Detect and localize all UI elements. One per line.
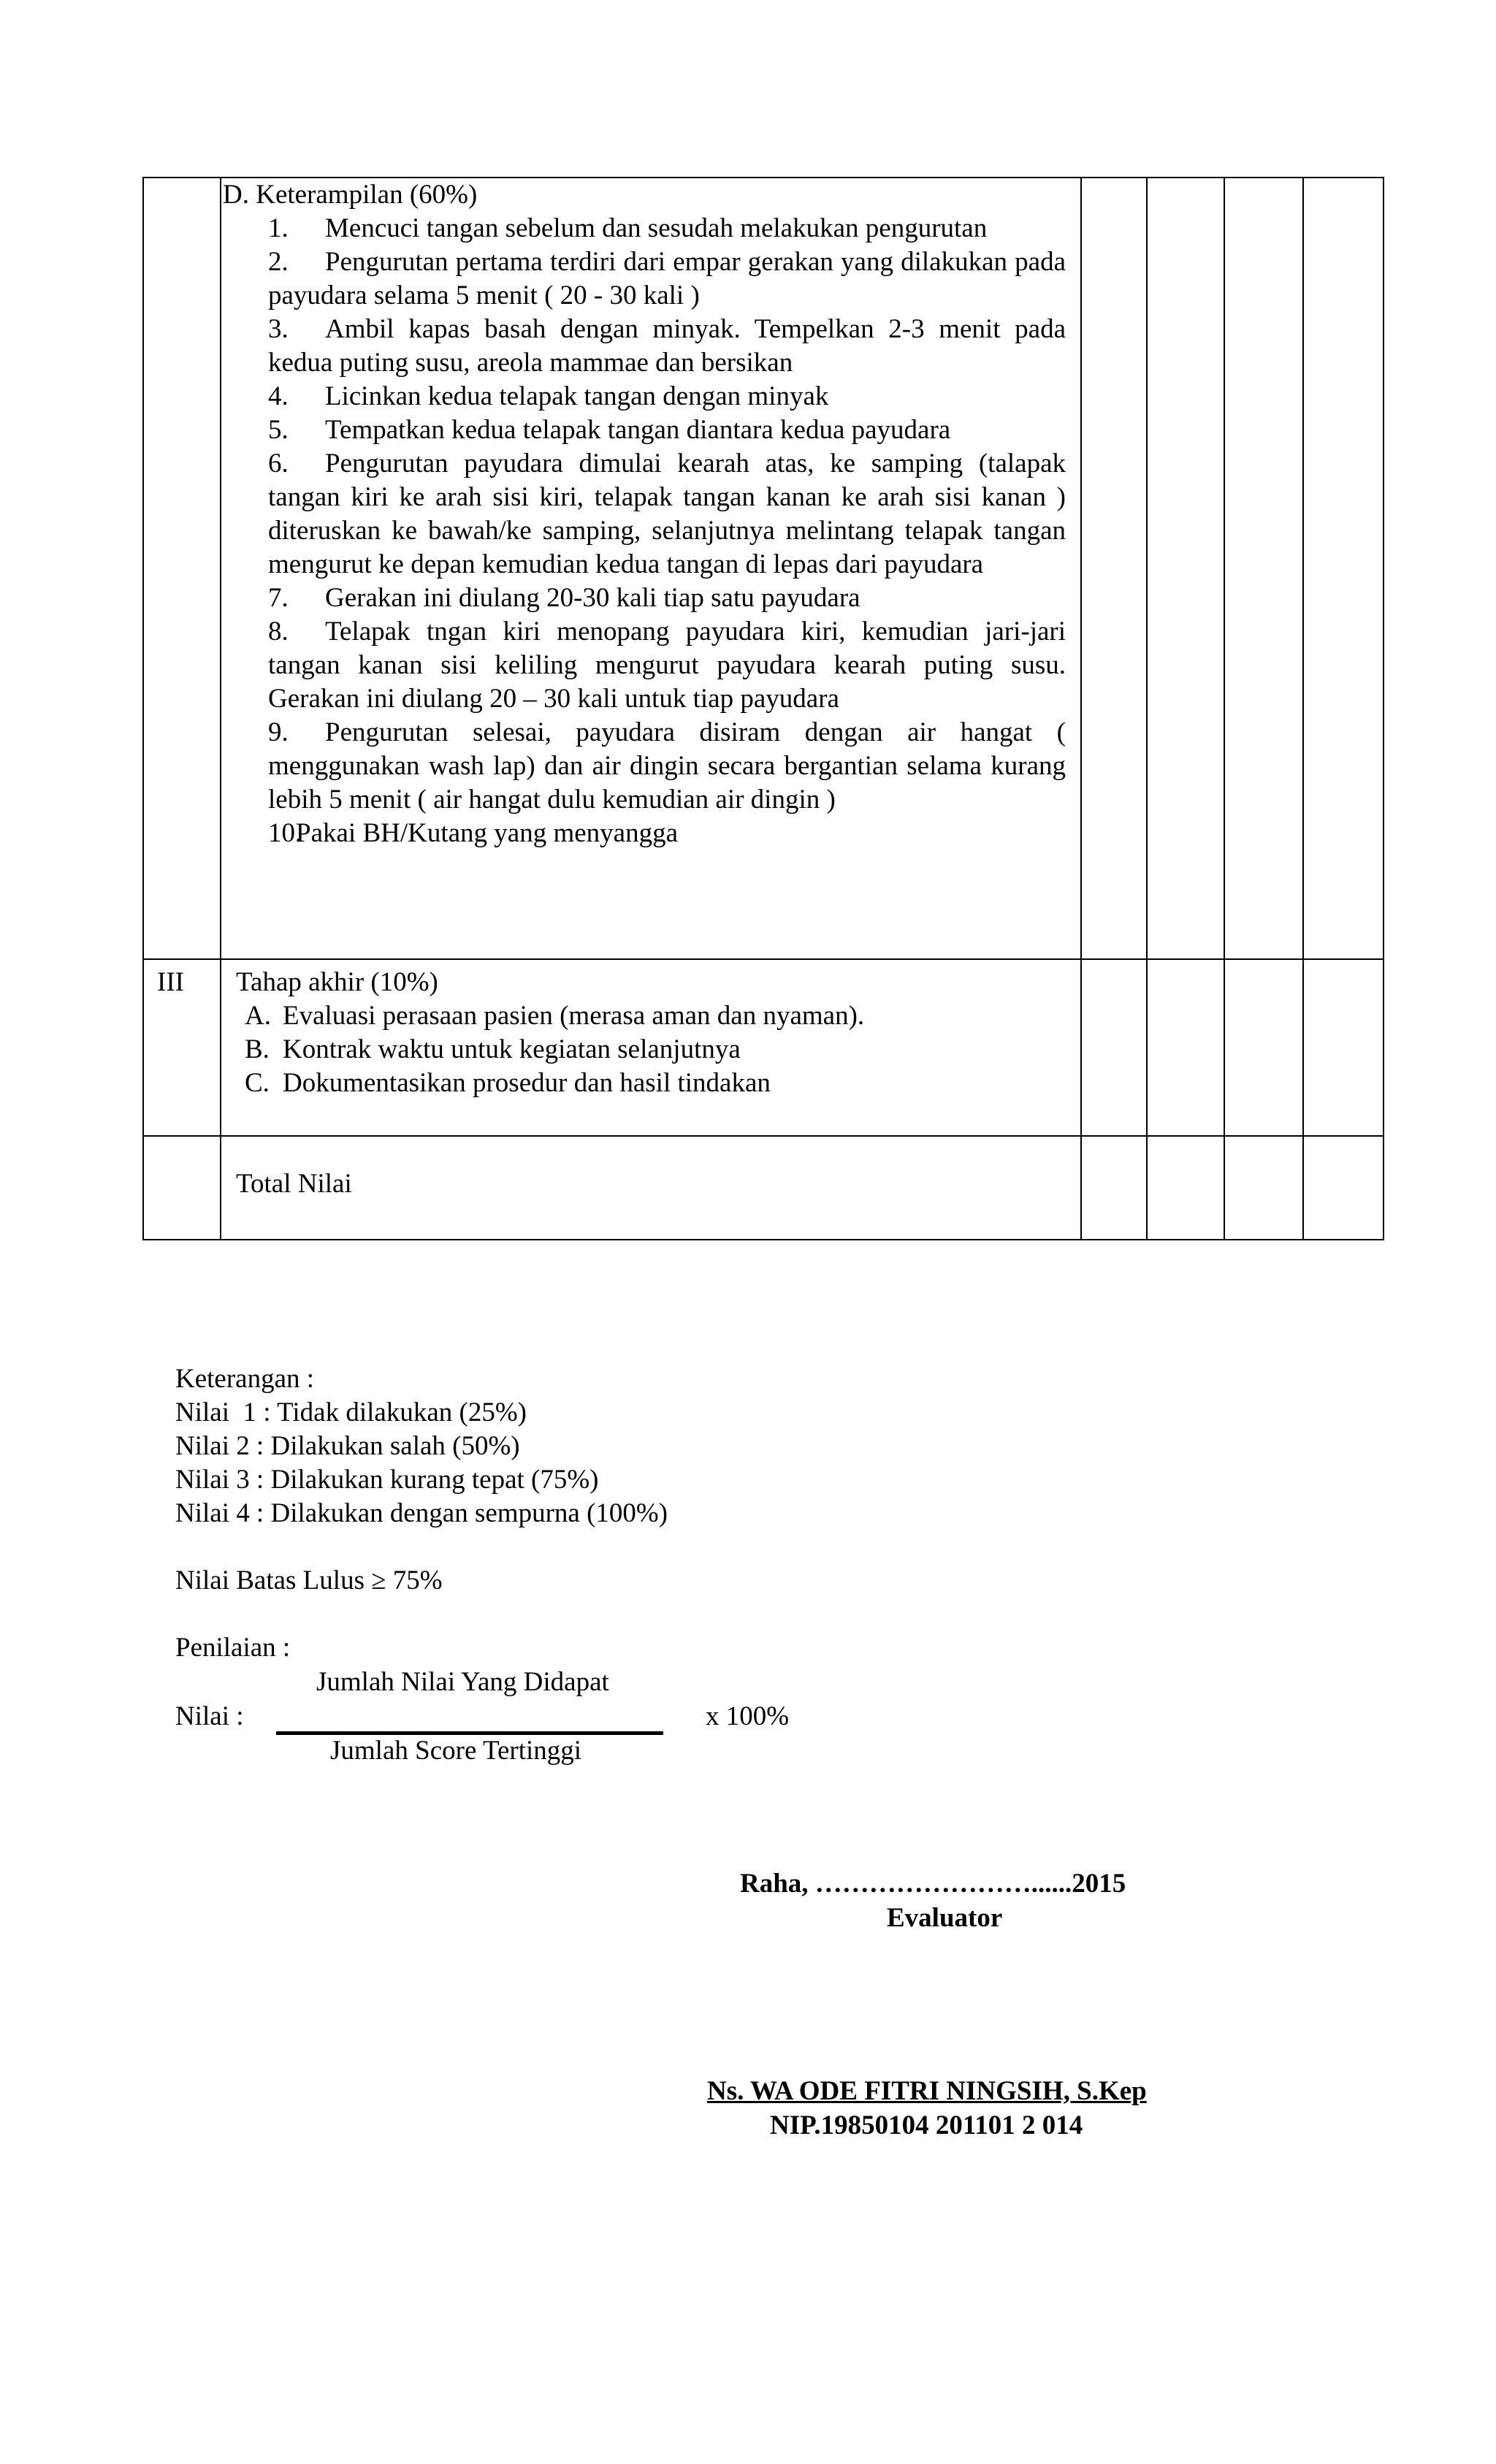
- item-number: 1.: [268, 213, 289, 243]
- notes-title: Keterangan :: [175, 1364, 315, 1394]
- total-label: Total Nilai: [236, 1169, 352, 1199]
- skills-cell: [221, 178, 1081, 959]
- skills-heading: D. Keterampilan (60%): [223, 180, 478, 210]
- final-stage-item: [237, 1067, 1080, 1100]
- score-cell-2[interactable]: [1147, 959, 1224, 1136]
- evaluator-nip: NIP.19850104 201101 2 014: [770, 2110, 1083, 2140]
- formula-numerator: Jumlah Nilai Yang Didapat: [316, 1667, 609, 1697]
- table-row-final-stage: [143, 959, 1384, 1136]
- formula-multiplier: x 100%: [706, 1701, 790, 1731]
- item-letter: A.: [245, 1001, 271, 1031]
- row-number-cell: [143, 178, 221, 959]
- final-stage-cell: [221, 959, 1081, 1136]
- item-letter: B.: [245, 1034, 270, 1064]
- evaluator-role: Evaluator: [887, 1903, 1003, 1933]
- notes-line: Nilai 1 : Tidak dilakukan (25%): [175, 1397, 527, 1427]
- item-text: Pengurutan selesai, payudara disiram dengan air hangat ( menggunakan wash lap) dan air dingin secara bergantian selama kurang lebih 5 menit ( air hangat dulu kemudian air dingin ): [268, 717, 1066, 815]
- table-row-total: [143, 1136, 1384, 1240]
- skills-list: [221, 212, 1080, 850]
- notes-line: Nilai 4 : Dilakukan dengan sempurna (100%): [175, 1498, 668, 1528]
- item-text: Pengurutan pertama terdiri dari empar gerakan yang dilakukan pada payudara selama 5 menit ( 20 - 30 kali ): [268, 247, 1066, 310]
- final-stage-list: [221, 999, 1080, 1100]
- formula-label: Nilai :: [175, 1701, 244, 1731]
- item-number: 4.: [268, 381, 289, 411]
- skill-item: [221, 615, 1080, 716]
- item-text: Kontrak waktu untuk kegiatan selanjutnya: [283, 1034, 741, 1064]
- item-number: 8.: [268, 617, 289, 646]
- assessment-title: Penilaian :: [175, 1633, 291, 1663]
- skill-item: [221, 716, 1080, 817]
- notes-line: Nilai 2 : Dilakukan salah (50%): [175, 1431, 520, 1461]
- item-text: Telapak tngan kiri menopang payudara kiri, kemudian jari-jari tangan kanan sisi keliling mengurut payudara kearah puting susu. Gerakan ini diulang 20 – 30 kali untuk tiap payudara: [268, 617, 1066, 714]
- item-text: Gerakan ini diulang 20-30 kali tiap satu payudara: [325, 583, 860, 613]
- skill-item: [221, 380, 1080, 413]
- row-number-cell: [143, 1136, 221, 1240]
- item-text: Tempatkan kedua telapak tangan diantara kedua payudara: [325, 415, 951, 445]
- item-number: 9.: [268, 717, 289, 747]
- item-text: Evaluasi perasaan pasien (merasa aman dan nyaman).: [283, 1001, 865, 1031]
- score-cell-1[interactable]: [1081, 178, 1147, 959]
- row-number-cell: III: [143, 959, 221, 1136]
- skill-item: [221, 245, 1080, 313]
- item-number: 3.: [268, 314, 289, 344]
- final-stage-item: [237, 999, 1080, 1033]
- total-cell: [221, 1136, 1081, 1240]
- table-row-skills: [143, 178, 1384, 959]
- item-text: Dokumentasikan prosedur dan hasil tindakan: [283, 1068, 771, 1098]
- notes-line: Nilai 3 : Dilakukan kurang tepat (75%): [175, 1465, 599, 1495]
- formula-denominator: Jumlah Score Tertinggi: [330, 1736, 582, 1766]
- item-letter: C.: [245, 1068, 270, 1098]
- item-number: 7.: [268, 583, 289, 613]
- score-cell-3[interactable]: [1224, 959, 1303, 1136]
- item-number: 5.: [268, 415, 289, 445]
- item-text: Pengurutan payudara dimulai kearah atas, ke samping (talapak tangan kiri ke arah sisi kiri, telapak tangan kanan ke arah sisi kanan ) diteruskan ke bawah/ke samping, selanjutnya melintang telapak tangan mengurut ke depan kemudian kedua tangan di lepas dari payudara: [268, 449, 1066, 579]
- skill-item: [221, 413, 1080, 447]
- skill-item: [221, 212, 1080, 245]
- skill-item: [221, 447, 1080, 581]
- final-stage-heading: Tahap akhir (10%): [236, 967, 438, 997]
- item-number: 10.: [268, 818, 302, 848]
- item-text: Mencuci tangan sebelum dan sesudah melakukan pengurutan: [325, 213, 988, 243]
- skill-item: [221, 581, 1080, 615]
- item-text: Ambil kapas basah dengan minyak. Tempelkan 2-3 menit pada kedua puting susu, areola mammae dan bersikan: [268, 314, 1066, 378]
- score-cell-1[interactable]: [1081, 1136, 1147, 1240]
- item-text: Licinkan kedua telapak tangan dengan minyak: [325, 381, 829, 411]
- evaluation-table: [142, 177, 1384, 1240]
- score-cell-3[interactable]: [1224, 178, 1303, 959]
- score-cell-4[interactable]: [1303, 959, 1384, 1136]
- score-cell-4[interactable]: [1303, 1136, 1384, 1240]
- evaluator-name: Ns. WA ODE FITRI NINGSIH, S.Kep: [707, 2076, 1147, 2106]
- place-date: Raha, ……………………......2015: [740, 1869, 1126, 1899]
- skill-item: [221, 313, 1080, 380]
- score-cell-2[interactable]: [1147, 1136, 1224, 1240]
- pass-threshold: Nilai Batas Lulus ≥ 75%: [175, 1565, 443, 1595]
- score-cell-4[interactable]: [1303, 178, 1384, 959]
- score-cell-1[interactable]: [1081, 959, 1147, 1136]
- score-cell-3[interactable]: [1224, 1136, 1303, 1240]
- item-number: 6.: [268, 449, 289, 478]
- final-stage-item: [237, 1033, 1080, 1067]
- item-number: 2.: [268, 247, 289, 277]
- score-cell-2[interactable]: [1147, 178, 1224, 959]
- notes-section: [175, 1362, 668, 1665]
- item-text: Pakai BH/Kutang yang menyangga: [296, 818, 679, 848]
- skill-item: [221, 817, 1080, 850]
